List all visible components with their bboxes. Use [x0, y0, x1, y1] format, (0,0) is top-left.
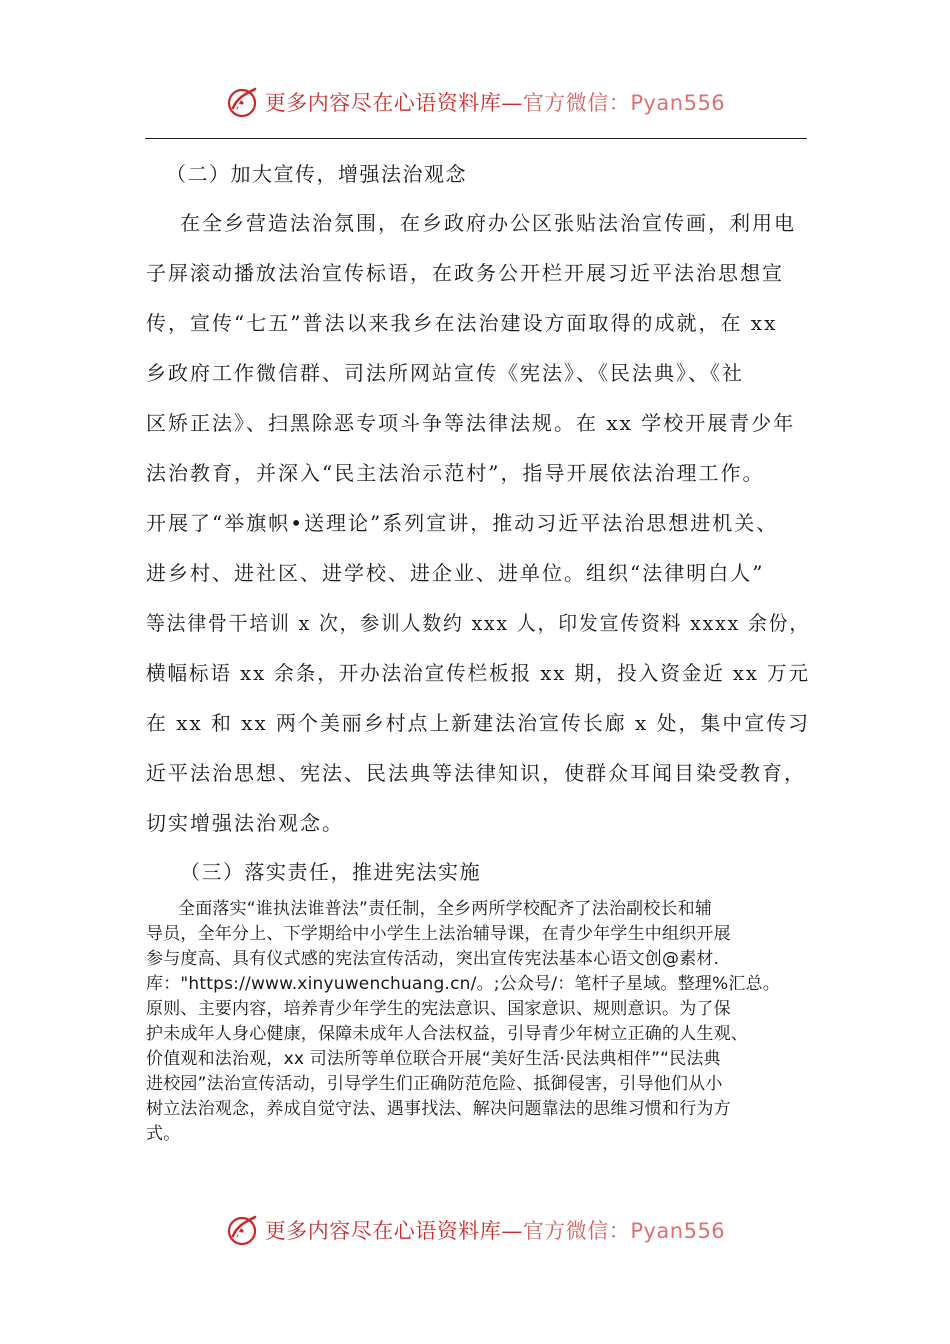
paragraph-line: 等法律骨干培训 x 次，参训人数约 xxx 人，印发宣传资料 xxxx 余份，: [146, 611, 811, 635]
paragraph-line: 乡政府工作微信群、司法所网站宣传《宪法》、《民法典》、《社: [146, 361, 744, 385]
paragraph-line: 子屏滚动播放法治宣传标语，在政务公开栏开展习近平法治思想宣: [146, 261, 784, 285]
banner-wechat-id: Pyan556: [630, 1219, 726, 1243]
paragraph-line: 库："https://www.xinyuwenchuang.cn/。;公众号/：笔杆子星域。整理%汇总。: [146, 974, 780, 994]
paragraph-line: 导员，全年分上、下学期给中小学生上法治辅导课，在青少年学生中组织开展: [146, 924, 731, 944]
banner-dash: —: [501, 1219, 523, 1243]
paragraph-line: 价值观和法治观，xx 司法所等单位联合开展“美好生活·民法典相伴”“民法典: [146, 1049, 721, 1069]
banner-wechat-id: Pyan556: [630, 91, 726, 115]
pen-circle-logo-icon: [225, 1212, 261, 1248]
banner-title: 更多内容尽在心语资料库: [264, 1219, 502, 1243]
paragraph-line: 横幅标语 xx 余条，开办法治宣传栏板报 xx 期，投入资金近 xx 万元: [146, 661, 810, 685]
section2-heading: （二）加大宣传，增强法治观念: [166, 162, 467, 186]
paragraph-line: 参与度高、具有仪式感的宪法宣传活动，突出宣传宪法基本心语文创@素材.: [146, 949, 720, 969]
banner-wechat-label: 官方微信：: [522, 91, 631, 115]
header-divider: [145, 138, 807, 139]
section3-heading: （三）落实责任，推进宪法实施: [180, 860, 481, 884]
paragraph-line: 近平法治思想、宪法、民法典等法律知识，使群众耳闻目染受教育，: [146, 761, 806, 785]
paragraph-line: 树立法治观念，养成自觉守法、遇事找法、解决问题靠法的思维习惯和行为方: [146, 1099, 731, 1119]
pen-circle-logo-icon: [225, 84, 261, 120]
banner-wechat-label: 官方微信：: [522, 1219, 631, 1243]
paragraph-line: 进乡村、进社区、进学校、进企业、进单位。组织“法律明白人”: [146, 561, 765, 585]
paragraph-line: 进校园”法治宣传活动，引导学生们正确防范危险、抵御侵害，引导他们从小: [146, 1074, 723, 1094]
paragraph-line: 传，宣传“七五”普法以来我乡在法治建设方面取得的成就，在 xx: [146, 311, 778, 335]
banner-text: [265, 87, 725, 117]
paragraph-line: 全面落实“谁执法谁普法”责任制，全乡两所学校配齐了法治副校长和辅: [178, 899, 713, 919]
paragraph-line: 切实增强法治观念。: [146, 811, 344, 835]
paragraph-line: 式。: [146, 1124, 181, 1144]
header-banner: [0, 80, 950, 124]
paragraph-line: 护未成年人身心健康，保障未成年人合法权益，引导青少年树立正确的人生观、: [146, 1024, 748, 1044]
banner-text: [265, 1215, 725, 1245]
footer-banner: [0, 1208, 950, 1252]
paragraph-line: 原则、主要内容，培养青少年学生的宪法意识、国家意识、规则意识。为了保: [146, 999, 731, 1019]
paragraph-line: 在 xx 和 xx 两个美丽乡村点上新建法治宣传长廊 x 处，集中宣传习: [146, 711, 811, 735]
banner-title: 更多内容尽在心语资料库: [264, 91, 502, 115]
paragraph-line: 在全乡营造法治氛围，在乡政府办公区张贴法治宣传画，利用电: [180, 211, 796, 235]
paragraph-line: 区矫正法》、扫黑除恶专项斗争等法律法规。在 xx 学校开展青少年: [146, 411, 796, 435]
banner-dash: —: [501, 91, 523, 115]
paragraph-line: 开展了“举旗帜•送理论”系列宣讲，推动习近平法治思想进机关、: [146, 511, 779, 535]
paragraph-line: 法治教育，并深入“民主法治示范村”，指导开展依法治理工作。: [146, 461, 765, 485]
